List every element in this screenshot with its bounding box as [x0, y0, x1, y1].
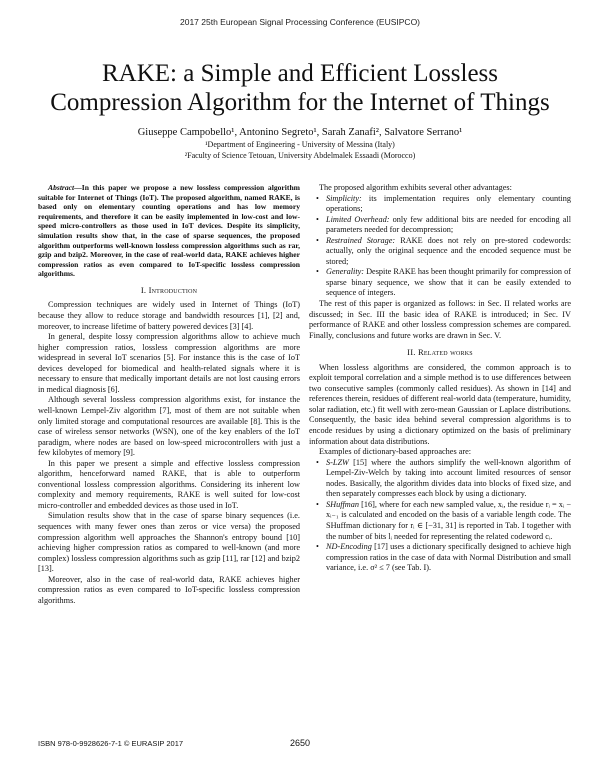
- intro-paragraph: Compression techniques are widely used in Internet of Things (IoT) because they allow to reduce storage and bandwidth resources [1], [2] and, moreover, to increase lifetime of battery powered devices [3] [4].: [38, 300, 300, 331]
- section-heading-related-works: II. Related works: [407, 347, 473, 358]
- list-item-term: ND-Encoding: [326, 542, 372, 552]
- list-item: [326, 542, 571, 574]
- abstract-text: —In this paper we propose a new lossless compression algorithm suitable for Internet of Things (IoT). The proposed algorithm, named RAKE, is based only on elementary counting operations and has low memory requirements, and therefore it can be easily implemented in low-cost and low-speed micro-controllers as those used in IoT devices. Despite its simplicity, simulation results show that, in the case of sparse sequences, the proposed algorithm outperforms well-known lossless compression algorithms such as rar, gzip and bzip2. Moreover, in the case of real-world data, RAKE achieves higher compression ratios as even compared to IoT-specific lossless compression algorithms.: [38, 183, 300, 279]
- list-item-term: Restrained Storage:: [326, 235, 396, 245]
- affiliation-1: ¹Department of Engineering - University of Messina (Italy): [205, 140, 395, 149]
- organization-paragraph: The rest of this paper is organized as follows: in Sec. II related works are discussed; in Sec. III the basic idea of RAKE is introduced; in Sec. IV performance of RAKE and other lossless compression schemes are compared. Finally, conclusions and future works are drawn in Sec. V.: [309, 299, 571, 340]
- examples-list: [309, 458, 571, 574]
- title-line-1: RAKE: a Simple and Efficient Lossless: [101, 60, 498, 87]
- list-item-text: Despite RAKE has been thought primarily for compression of sparse binary sequence, we show that it can be easily extended to sequence of integers.: [326, 267, 571, 298]
- abstract: [38, 183, 300, 279]
- affiliation-2: ²Faculty of Science Tetouan, University Abdelmalek Essaadi (Morocco): [184, 151, 416, 160]
- list-item-term: SHuffman: [326, 499, 359, 509]
- paper-title: [30, 59, 570, 117]
- section-heading-introduction: I. Introduction: [140, 284, 198, 295]
- list-item-term: Limited Overhead:: [326, 214, 390, 224]
- list-item: [326, 267, 571, 299]
- list-item-term: Simplicity:: [326, 193, 362, 203]
- left-column: [38, 183, 300, 606]
- intro-paragraph: Moreover, also in the case of real-world data, RAKE achieves higher compression ratios as even compared to IoT-specific lossless compression algorithms.: [38, 574, 300, 605]
- authors: Giuseppe Campobello¹, Antonino Segreto¹, Sarah Zanafi², Salvatore Serrano¹: [137, 127, 463, 138]
- advantages-list: [309, 194, 571, 299]
- intro-paragraph: Although several lossless compression algorithms exist, for instance the well-known Lempel-Ziv algorithm [7], most of them are not suitable when only limited storage and computational resources are available [8]. This is the case of wireless sensor networks (WSN), one of the key enablers of the IoT paradigm, where nodes are based on low-speed microcontrollers with just a few kilobytes of memory [9].: [38, 395, 300, 458]
- list-item-text: [16], where for each new sampled value, xᵢ, the residue rᵢ = xᵢ − xᵢ₋₁ is calculated and encoded on the basis of a variable length code. The SHuffman dictionary for rᵢ ∈ [−31, 31] is reported in Tab. I together with the number of bits lᵢ needed for representing the related codeword cᵢ.: [326, 499, 571, 541]
- abstract-label: Abstract: [48, 183, 75, 192]
- list-item-text: RAKE does not rely on pre-stored codewords: actually, only the original sequence and the encoded sequence must be stored;: [326, 235, 571, 266]
- related-paragraph: When lossless algorithms are considered, the common approach is to exploit temporal correlation and a simple method is to use differences between two consecutive samples (commonly called residues). As shown in [14] and references therein, residues of different real-world data (temperature, humidity, solar radiation, etc.) fit well with zero-mean Gaussian or Laplace distributions. Consequently, the basic idea behind several compression algorithms is to encode residues by using a dictionary optimized on the basis of preliminary information about data distributions.: [309, 362, 571, 446]
- footer-isbn: ISBN 978-0-9928626-7-1 © EURASIP 2017: [38, 739, 184, 748]
- page-number: 2650: [289, 738, 311, 748]
- conference-header: 2017 25th European Signal Processing Conference (EUSIPCO): [179, 17, 421, 27]
- list-item: [326, 215, 571, 236]
- list-item: [326, 236, 571, 268]
- list-item-text: [15] where the authors simplify the well-known algorithm of Lempel-Ziv-Welch by taking into account limited resources of sensor nodes. Basically, the algorithm divides data into blocks of fixed size, and then separately compresses each block by using a dictionary.: [326, 457, 571, 499]
- list-item: [326, 500, 571, 542]
- list-item: [326, 458, 571, 500]
- intro-paragraph: In this paper we present a simple and effective lossless compression algorithm, henceforward named RAKE, that is able to outperform conventional lossless compression algorithms. Considering its inherent low complexity and memory requirements, RAKE is well suited for low-cost micro-controller and embedded devices as those used in IoT.: [38, 458, 300, 510]
- title-line-2: Compression Algorithm for the Internet of Things: [50, 89, 550, 116]
- list-item-text: [17] uses a dictionary specifically designed to achieve high compression ratios in the case of data with Normal Distribution and small variance, i.e. σ² ≤ 7 (see Tab. I).: [326, 542, 571, 573]
- intro-paragraph: Simulation results show that in the case of sparse binary sequences (i.e. sequences with many fewer ones than zeros or vice versa) the proposed compression algorithm well approaches the Shannon's entropy bound [10] achieving higher compression ratios as compared to well-known (and more complex) lossless compression algorithms such as gzip [11], rar [12] and bzip2 [13].: [38, 511, 300, 574]
- list-item-text: only few additional bits are needed for encoding all parameters needed for decompression;: [326, 214, 572, 235]
- examples-intro: Examples of dictionary-based approaches are:: [319, 447, 472, 457]
- list-item-term: Generality:: [326, 267, 365, 277]
- advantages-intro: The proposed algorithm exhibits several other advantages:: [319, 183, 512, 192]
- list-item-text: its implementation requires only elementary counting operations;: [326, 193, 571, 214]
- list-item: [326, 194, 571, 215]
- right-column: [309, 183, 571, 574]
- intro-paragraph: In general, despite lossy compression algorithms allow to achieve much higher compression ratios, lossless compression algorithms are more widespread in several IoT scenarios [5]. For instance this is the case of IoT devices developed for biomedical and health-related signals where it is necessary to ensure that medically important details are not lost causing errors in medical diagnosis [6].: [38, 332, 300, 394]
- list-item-term: S-LZW: [326, 457, 349, 467]
